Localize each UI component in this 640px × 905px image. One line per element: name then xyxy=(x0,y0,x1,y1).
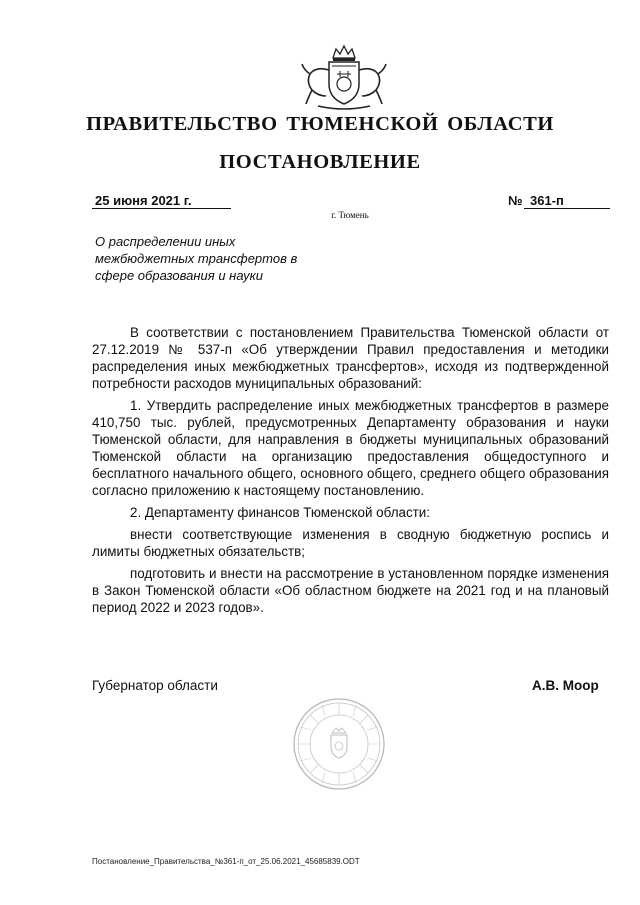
signer-name: А.В. Моор xyxy=(532,678,599,693)
coat-of-arms-icon xyxy=(296,40,392,112)
paragraph: подготовить и внести на рассмотрение в установленном порядке изменения в Закон Тюменской области «Об областном бюджете на 2021 год и на плановый период 2022 и 2023 годов». xyxy=(92,566,609,615)
organization-title: ПРАВИТЕЛЬСТВО ТЮМЕНСКОЙ ОБЛАСТИ xyxy=(86,113,554,135)
number-sign: № xyxy=(508,193,523,208)
document-body xyxy=(92,324,609,621)
signer-title: Губернатор области xyxy=(92,678,218,693)
city: г. Тюмень xyxy=(331,210,369,220)
file-name: Постановление_Правительства_№361-п_от_25.06.2021_45685839.ODT xyxy=(92,857,360,866)
paragraph: внести соответствующие изменения в сводную бюджетную роспись и лимиты бюджетных обязательств; xyxy=(92,527,609,559)
paragraph: 2. Департаменту финансов Тюменской области: xyxy=(130,505,430,520)
document-number: 361-п xyxy=(524,193,610,209)
document-subject: О распределении иных межбюджетных трансфертов в сфере образования и науки xyxy=(95,234,298,283)
paragraph: 1. Утвердить распределение иных межбюджетных трансфертов в размере 410,750 тыс. рублей, предусмотренных Департаменту образования и науки Тюменской области, для направления в бюджеты муниципальных образований Тюменской области на организацию предоставления общедоступного и бесплатного начального общего, основного общего, среднего общего образования согласно приложению к настоящему постановлению. xyxy=(92,398,609,498)
official-seal-icon xyxy=(292,697,386,791)
document-date: 25 июня 2021 г. xyxy=(92,193,231,209)
paragraph: В соответствии с постановлением Правительства Тюменской области от 27.12.2019 № 537-п «Об утверждении Правил предоставления и методики распределения иных межбюджетных трансфертов», исходя из подтвержденной потребности расходов муниципальных образований: xyxy=(92,325,609,391)
document-type: ПОСТАНОВЛЕНИЕ xyxy=(219,151,421,173)
